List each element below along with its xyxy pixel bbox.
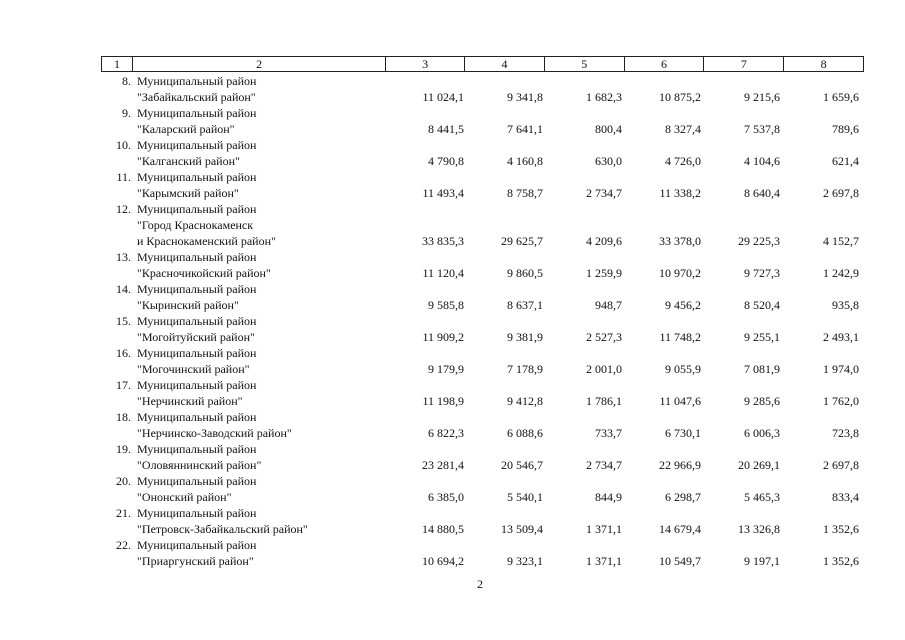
value-cell-col-8: 723,8 (832, 426, 859, 440)
value-cell-col-5: 2 734,7 (586, 186, 622, 200)
value-cell-col-4: 4 160,8 (507, 154, 543, 168)
value-cell-col-8: 1 659,6 (823, 90, 859, 104)
row-name-line: Муниципальный район (137, 474, 257, 488)
row-name-line: "Петровск-Забайкальский район" (137, 522, 308, 536)
value-cell-col-6: 11 047,6 (659, 394, 701, 408)
row-name-line: Муниципальный район (137, 506, 257, 520)
value-cell-col-3: 10 694,2 (422, 554, 464, 568)
value-cell-col-4: 9 381,9 (507, 330, 543, 344)
value-cell-col-4: 7 641,1 (507, 122, 543, 136)
value-cell-col-3: 6 385,0 (428, 490, 464, 504)
row-name-line: "Забайкальский район" (137, 90, 256, 104)
row-name (137, 281, 387, 313)
row-values (387, 297, 862, 313)
row-values (387, 521, 862, 537)
value-cell-col-8: 1 352,6 (823, 522, 859, 536)
row-number: 17. (116, 378, 131, 392)
row-name-line: "Нерчинско-Заводский район" (137, 426, 292, 440)
column-header-3: 3 (386, 57, 465, 71)
value-cell-col-4: 9 860,5 (507, 266, 543, 280)
row-name-line: "Кыринский район" (137, 298, 239, 312)
value-cell-col-5: 630,0 (595, 154, 622, 168)
row-number: 22. (116, 538, 131, 552)
row-name (137, 105, 387, 137)
row-name-line: "Красночикойский район" (137, 266, 271, 280)
value-cell-col-3: 33 835,3 (422, 234, 464, 248)
row-name-line: Муниципальный район (137, 378, 257, 392)
value-cell-col-7: 9 255,1 (744, 330, 780, 344)
row-name-line: Муниципальный район (137, 138, 257, 152)
value-cell-col-8: 1 974,0 (823, 362, 859, 376)
value-cell-col-4: 9 323,1 (507, 554, 543, 568)
value-cell-col-8: 2 697,8 (823, 186, 859, 200)
table-row (101, 105, 864, 137)
value-cell-col-3: 11 198,9 (422, 394, 464, 408)
row-name (137, 409, 387, 441)
row-name (137, 473, 387, 505)
value-cell-col-3: 6 822,3 (428, 426, 464, 440)
row-name (137, 441, 387, 473)
column-header-6: 6 (625, 57, 705, 71)
row-name (137, 73, 387, 105)
row-values (387, 489, 862, 505)
value-cell-col-6: 8 327,4 (665, 122, 701, 136)
value-cell-col-5: 733,7 (595, 426, 622, 440)
value-cell-col-4: 13 509,4 (501, 522, 543, 536)
row-number: 13. (116, 250, 131, 264)
value-cell-col-4: 20 546,7 (501, 458, 543, 472)
value-cell-col-6: 10 970,2 (659, 266, 701, 280)
row-name-line: Муниципальный район (137, 282, 257, 296)
value-cell-col-4: 8 758,7 (507, 186, 543, 200)
column-header-4: 4 (465, 57, 545, 71)
value-cell-col-6: 33 378,0 (659, 234, 701, 248)
value-cell-col-5: 948,7 (595, 298, 622, 312)
value-cell-col-7: 29 225,3 (738, 234, 780, 248)
column-header-5: 5 (545, 57, 625, 71)
row-number: 18. (116, 410, 131, 424)
value-cell-col-3: 11 493,4 (422, 186, 464, 200)
row-name-line: "Нерчинский район" (137, 394, 243, 408)
row-name-line: "Приаргунский район" (137, 554, 254, 568)
value-cell-col-8: 2 493,1 (823, 330, 859, 344)
value-cell-col-5: 1 786,1 (586, 394, 622, 408)
value-cell-col-4: 6 088,6 (507, 426, 543, 440)
value-cell-col-8: 1 352,6 (823, 554, 859, 568)
row-number: 21. (116, 506, 131, 520)
row-number: 16. (116, 346, 131, 360)
row-name-line: Муниципальный район (137, 74, 257, 88)
row-name-line: Муниципальный район (137, 202, 257, 216)
row-name-line: "Карымский район" (137, 186, 239, 200)
row-name-line: Муниципальный район (137, 346, 257, 360)
row-values (387, 425, 862, 441)
value-cell-col-8: 833,4 (832, 490, 859, 504)
table-row (101, 201, 864, 249)
value-cell-col-8: 1 242,9 (823, 266, 859, 280)
value-cell-col-5: 844,9 (595, 490, 622, 504)
row-name (137, 313, 387, 345)
row-values (387, 457, 862, 473)
column-header-8: 8 (820, 57, 827, 71)
table-row (101, 377, 864, 409)
value-cell-col-6: 4 726,0 (665, 154, 701, 168)
value-cell-col-5: 2 527,3 (586, 330, 622, 344)
value-cell-col-8: 1 762,0 (823, 394, 859, 408)
value-cell-col-3: 9 179,9 (428, 362, 464, 376)
table-row (101, 345, 864, 377)
value-cell-col-3: 9 585,8 (428, 298, 464, 312)
value-cell-col-3: 23 281,4 (422, 458, 464, 472)
row-values (387, 361, 862, 377)
row-number: 11. (116, 170, 131, 184)
value-cell-col-5: 1 371,1 (586, 522, 622, 536)
row-name-line: Муниципальный район (137, 538, 257, 552)
value-cell-col-7: 6 006,3 (744, 426, 780, 440)
value-cell-col-6: 10 875,2 (659, 90, 701, 104)
row-name (137, 201, 387, 249)
value-cell-col-7: 9 727,3 (744, 266, 780, 280)
table-row (101, 281, 864, 313)
row-name-line: Муниципальный район (137, 314, 257, 328)
row-name-line: "Оловяннинский район" (137, 458, 262, 472)
value-cell-col-6: 6 730,1 (665, 426, 701, 440)
row-name-line: "Ононский район" (137, 490, 232, 504)
value-cell-col-8: 4 152,7 (823, 234, 859, 248)
row-name-line: "Могочинский район" (137, 362, 250, 376)
row-number: 9. (122, 106, 131, 120)
value-cell-col-8: 2 697,8 (823, 458, 859, 472)
value-cell-col-4: 29 625,7 (501, 234, 543, 248)
row-name (137, 537, 387, 569)
row-values (387, 153, 862, 169)
row-name (137, 345, 387, 377)
row-name-line: Муниципальный район (137, 106, 257, 120)
value-cell-col-4: 8 637,1 (507, 298, 543, 312)
value-cell-col-3: 11 909,2 (422, 330, 464, 344)
value-cell-col-7: 7 081,9 (744, 362, 780, 376)
value-cell-col-5: 1 682,3 (586, 90, 622, 104)
value-cell-col-4: 5 540,1 (507, 490, 543, 504)
table-row (101, 473, 864, 505)
row-name-line: "Город Краснокаменск (137, 218, 254, 232)
value-cell-col-8: 935,8 (832, 298, 859, 312)
table-header-row (101, 56, 864, 72)
value-cell-col-6: 9 055,9 (665, 362, 701, 376)
column-header-1: 1 (102, 57, 133, 71)
value-cell-col-6: 6 298,7 (665, 490, 701, 504)
row-values (387, 329, 862, 345)
table-row (101, 505, 864, 537)
value-cell-col-3: 8 441,5 (428, 122, 464, 136)
table-row (101, 441, 864, 473)
value-cell-col-6: 11 748,2 (659, 330, 701, 344)
value-cell-col-6: 14 679,4 (659, 522, 701, 536)
row-name-line: "Каларский район" (137, 122, 235, 136)
row-name-line: Муниципальный район (137, 170, 257, 184)
value-cell-col-5: 800,4 (595, 122, 622, 136)
value-cell-col-7: 9 197,1 (744, 554, 780, 568)
value-cell-col-5: 2 734,7 (586, 458, 622, 472)
row-values (387, 121, 862, 137)
value-cell-col-6: 10 549,7 (659, 554, 701, 568)
row-name (137, 249, 387, 281)
row-values (387, 89, 862, 105)
row-number: 14. (116, 282, 131, 296)
row-name (137, 505, 387, 537)
value-cell-col-7: 4 104,6 (744, 154, 780, 168)
row-name (137, 169, 387, 201)
value-cell-col-7: 8 520,4 (744, 298, 780, 312)
value-cell-col-5: 2 001,0 (586, 362, 622, 376)
table-row (101, 137, 864, 169)
row-name (137, 377, 387, 409)
row-number: 15. (116, 314, 131, 328)
row-values (387, 553, 862, 569)
column-header-2: 2 (133, 57, 386, 71)
value-cell-col-8: 621,4 (832, 154, 859, 168)
column-header-7: 7 (704, 57, 784, 71)
row-values (387, 265, 862, 281)
value-cell-col-7: 13 326,8 (738, 522, 780, 536)
value-cell-col-6: 11 338,2 (659, 186, 701, 200)
value-cell-col-4: 9 341,8 (507, 90, 543, 104)
row-number: 12. (116, 202, 131, 216)
row-number: 10. (116, 138, 131, 152)
value-cell-col-3: 11 024,1 (422, 90, 464, 104)
value-cell-col-8: 789,6 (832, 122, 859, 136)
table-row (101, 313, 864, 345)
table-row (101, 537, 864, 569)
value-cell-col-7: 9 215,6 (744, 90, 780, 104)
row-name-line: Муниципальный район (137, 250, 257, 264)
table-row (101, 73, 864, 105)
value-cell-col-5: 1 259,9 (586, 266, 622, 280)
row-name-line: Муниципальный район (137, 442, 257, 456)
row-name-line: Муниципальный район (137, 410, 257, 424)
value-cell-col-4: 7 178,9 (507, 362, 543, 376)
value-cell-col-5: 1 371,1 (586, 554, 622, 568)
row-name-line: и Краснокаменский район" (137, 234, 276, 248)
row-name-line: "Могойтуйский район" (137, 330, 255, 344)
row-values (387, 393, 862, 409)
page-number: 2 (477, 577, 483, 591)
value-cell-col-5: 4 209,6 (586, 234, 622, 248)
value-cell-col-3: 11 120,4 (422, 266, 464, 280)
row-number: 19. (116, 442, 131, 456)
value-cell-col-3: 4 790,8 (428, 154, 464, 168)
table-row (101, 249, 864, 281)
row-name-line: "Калганский район" (137, 154, 240, 168)
value-cell-col-4: 9 412,8 (507, 394, 543, 408)
table-row (101, 169, 864, 201)
row-name (137, 137, 387, 169)
value-cell-col-7: 9 285,6 (744, 394, 780, 408)
table-row (101, 409, 864, 441)
value-cell-col-7: 8 640,4 (744, 186, 780, 200)
value-cell-col-6: 22 966,9 (659, 458, 701, 472)
value-cell-col-3: 14 880,5 (422, 522, 464, 536)
value-cell-col-7: 5 465,3 (744, 490, 780, 504)
value-cell-col-7: 7 537,8 (744, 122, 780, 136)
row-number: 8. (122, 74, 131, 88)
value-cell-col-7: 20 269,1 (738, 458, 780, 472)
row-values (387, 185, 862, 201)
row-values (387, 233, 862, 249)
row-number: 20. (116, 474, 131, 488)
value-cell-col-6: 9 456,2 (665, 298, 701, 312)
